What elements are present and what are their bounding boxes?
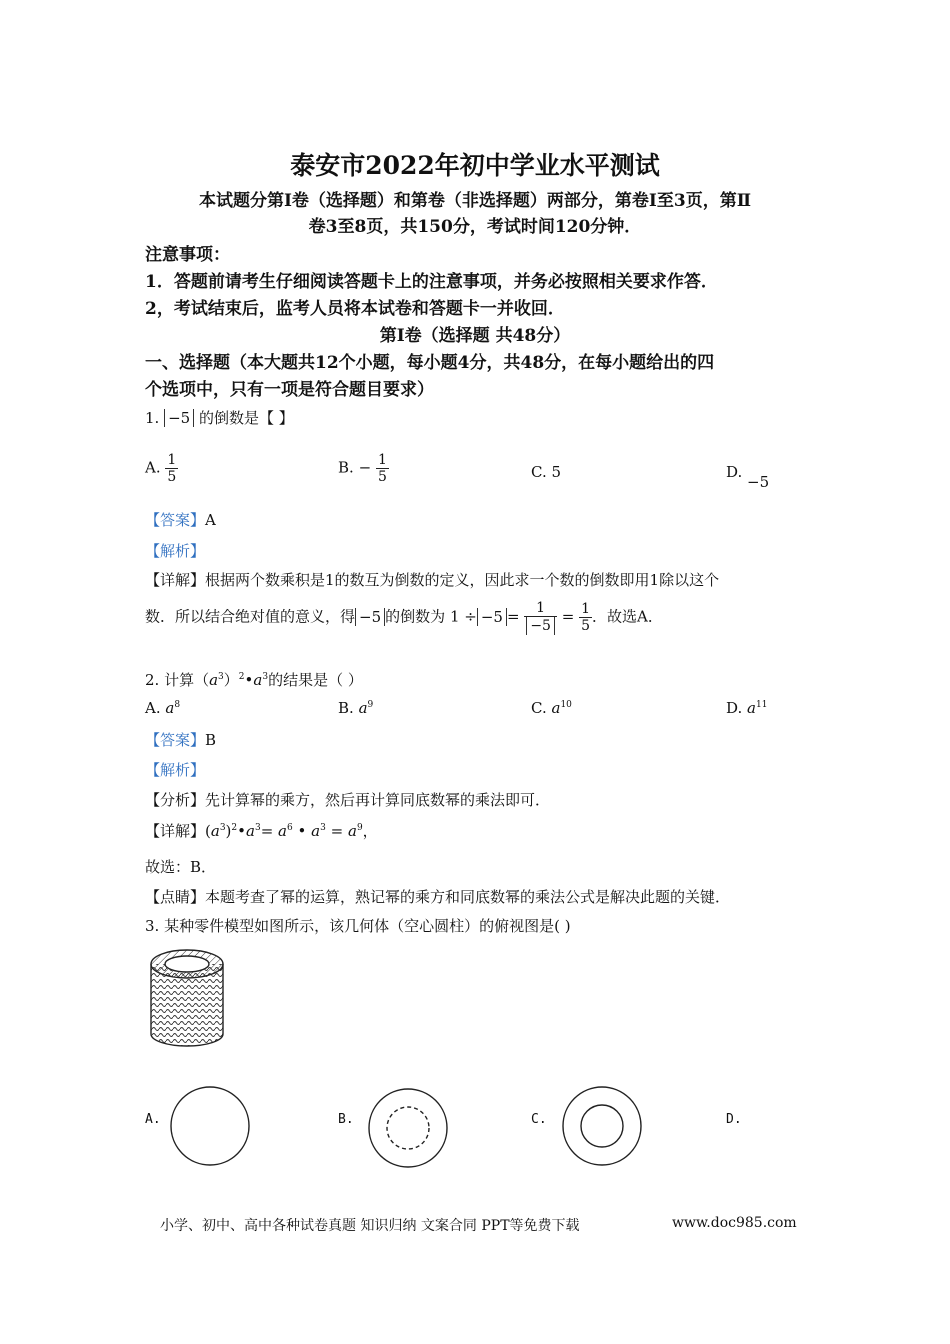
q2-option-c: C. $a^{10}$: [531, 699, 572, 717]
q3-option-a-label: A.: [145, 1112, 161, 1127]
q1-option-a: [145, 452, 178, 485]
q1-answer: [145, 509, 216, 530]
question-2-stem: 2. 计算$(a^3)^2•a^3$的结果是（ ）: [145, 671, 363, 689]
fraction: $\frac{1}{5}$: [377, 452, 387, 486]
footer-url[interactable]: www.doc985.com: [672, 1215, 797, 1231]
q1-option-d: D. −5: [726, 463, 770, 491]
fraction: $\frac{1}{5}$: [581, 600, 591, 635]
part-title: 第Ⅰ卷（选择题 共48分）: [379, 326, 571, 346]
notice-item-2: 2，考试结束后，监考人员将本试卷和答题卡一并收回．: [145, 299, 565, 319]
question-1-stem: [145, 407, 294, 428]
answer-value: B: [205, 731, 217, 749]
intro-line-2: 卷3至8页，共150分，考试时间120分钟．: [308, 217, 642, 237]
q1-analysis-tag: 【解析】: [145, 542, 206, 560]
q1-option-c: C. 5: [531, 463, 562, 481]
q1-option-b: [338, 452, 389, 485]
hollow-cylinder-figure: [145, 942, 230, 1054]
fraction: $\frac{1}{-5}$: [524, 600, 557, 635]
q3-option-c-circles: [560, 1084, 648, 1170]
q2-option-d: D. $a^{11}$: [726, 699, 768, 717]
question-3-stem: 3. 某种零件模型如图所示，该几何体（空心圆柱）的俯视图是( ): [145, 917, 571, 935]
section-heading-1: 一、选择题（本大题共12个小题，每小题4分，共48分，在每小题给出的四: [145, 353, 715, 373]
abs-value: −5: [355, 608, 385, 626]
answer-tag: 【答案】: [145, 731, 206, 749]
option-label: B.: [338, 458, 354, 477]
option-label: A.: [145, 458, 161, 477]
minus-sign: −: [358, 458, 372, 477]
q1-detail-line-1: 【详解】根据两个数乘积是1的数互为倒数的定义，因此求一个数的倒数即用1除以这个: [145, 571, 720, 589]
q2-remark: 【点睛】本题考查了幂的运算，熟记幂的乘方和同底数幂的乘法公式是解决此题的关键．: [145, 888, 731, 906]
q3-option-d-label: D.: [726, 1112, 742, 1127]
q2-analysis: 【分析】先计算幂的乘方，然后再计算同底数幂的乘法即可．: [145, 791, 551, 809]
q3-option-b-label: B.: [338, 1112, 354, 1127]
q2-answer: [145, 729, 216, 750]
notice-heading: 注意事项：: [145, 245, 230, 265]
section-heading-2: 个选项中，只有一项是符合题目要求）: [145, 380, 434, 400]
abs-value: −5: [477, 608, 507, 626]
q2-detail: 【详解】$(a^3)^2•a^3= a^6$ • $a^3 = a^9$，: [145, 822, 378, 840]
notice-item-1: 1．答题前请考生仔细阅读答题卡上的注意事项，并务必按照相关要求作答．: [145, 272, 718, 292]
question-text: 的倒数是【 】: [199, 409, 294, 427]
answer-value: A: [205, 511, 216, 529]
q3-option-c-label: C.: [531, 1112, 547, 1127]
q1-detail-line-2: 数．所以结合绝对值的意义，得 −5 的倒数为 1 ÷ −5 = $\frac{1}{-5}$ = $\frac{1}{5}$ ．故选A．: [145, 600, 663, 635]
page-title: 泰安市2022年初中学业水平测试: [290, 151, 660, 180]
option-value: −5: [747, 473, 770, 491]
q2-analysis-tag: 【解析】: [145, 761, 206, 779]
fraction: $\frac{1}{5}$: [167, 452, 177, 486]
q2-option-a: A. $a^8$: [145, 699, 181, 717]
footer-text: 小学、初中、高中各种试卷真题 知识归纳 文案合同 PPT等免费下载: [160, 1218, 580, 1234]
q2-option-b: B. $a^9$: [338, 699, 374, 717]
abs-value: −5: [164, 409, 194, 427]
q3-option-a-circle: [168, 1084, 252, 1168]
q3-option-b-circles: [366, 1086, 450, 1170]
intro-line-1: 本试题分第Ⅰ卷（选择题）和第卷（非选择题）两部分，第卷Ⅰ至3页，第Ⅱ: [198, 191, 752, 211]
q2-conclusion: 故选：B．: [145, 858, 217, 876]
answer-tag: 【答案】: [145, 511, 206, 529]
question-number: 1.: [145, 409, 160, 427]
